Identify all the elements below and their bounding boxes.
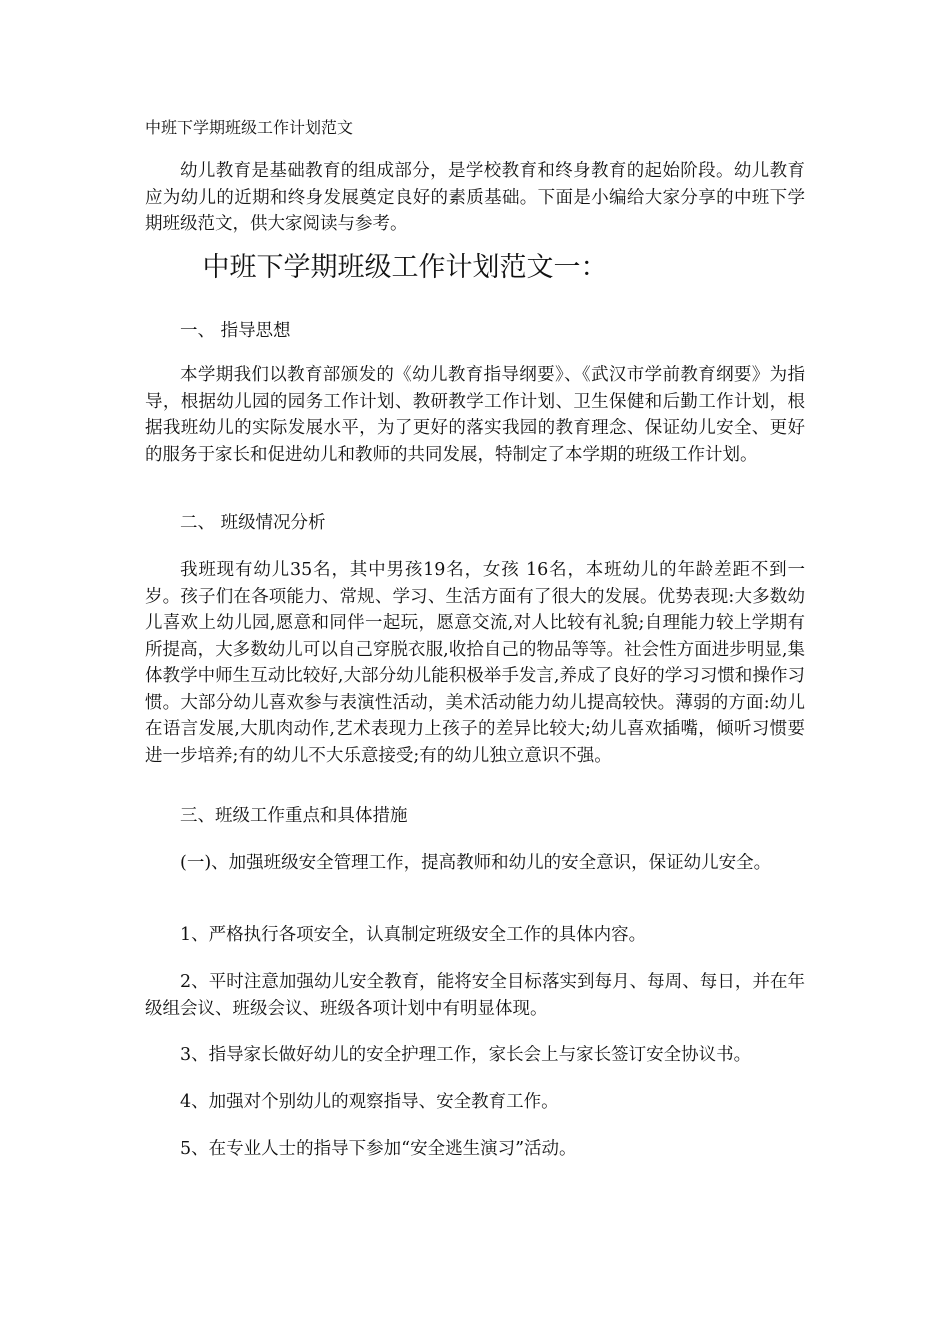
list-item-5: 5、在专业人士的指导下参加“安全逃生演习”活动。 [180,1139,577,1159]
list-item-1: 1、严格执行各项安全，认真制定班级安全工作的具体内容。 [180,925,647,945]
list-item-4: 4、加强对个别幼儿的观察指导、安全教育工作。 [180,1092,559,1112]
intro-paragraph: 幼儿教育是基础教育的组成部分，是学校教育和终身教育的起始阶段。幼儿教育应为幼儿的近期和终身发展奠定良好的素质基础。下面是小编给大家分享的中班下学期班级范文，供大家阅读与参考。 [145,161,805,234]
list-item-2: 2、平时注意加强幼儿安全教育，能将安全目标落实到每月、每周、每日，并在年级组会议、班级会议、班级各项计划中有明显体现。 [145,972,805,1019]
section-title: 中班下学期班级工作计划范文一： [202,252,608,283]
document-title: 中班下学期班级工作计划范文 [145,118,354,137]
heading-guiding-thought: 一、 指导思想 [180,321,291,341]
paragraph-class-analysis: 我班现有幼儿35名，其中男孩19名，女孩 16名，本班幼儿的年龄差距不到一岁。孩子们在各项能力、常规、学习、生活方面有了很大的发展。优势表现:大多数幼儿喜欢上幼儿园,愿意和同伴一起玩，愿意交流,对人比较有礼貌;自理能力较上学期有所提高，大多数幼儿可以自己穿脱衣服,收拾自己的物品等等。社会性方面进步明显,集体教学中师生互动比较好,大部分幼儿能积极举手发言,养成了良好的学习习惯和操作习惯。大部分幼儿喜欢参与表演性活动，美术活动能力幼儿提高较快。薄弱的方面:幼儿在语言发展,大肌肉动作,艺术表现力上孩子的差异比较大;幼儿喜欢插嘴，倾听习惯要进一步培养;有的幼儿不大乐意接受;有的幼儿独立意识不强。 [145,560,805,766]
heading-class-analysis: 二、 班级情况分析 [180,513,326,533]
list-item-3: 3、指导家长做好幼儿的安全护理工作，家长会上与家长签订安全协议书。 [180,1045,752,1065]
heading-work-focus: 三、班级工作重点和具体措施 [180,806,408,826]
paragraph-safety-management: (一)、加强班级安全管理工作，提高教师和幼儿的安全意识，保证幼儿安全。 [180,853,772,873]
paragraph-guiding-thought: 本学期我们以教育部颁发的《幼儿教育指导纲要》、《武汉市学前教育纲要》为指导，根据幼儿园的园务工作计划、教研教学工作计划、卫生保健和后勤工作计划，根据我班幼儿的实际发展水平，为了更好的落实我园的教育理念、保证幼儿安全、更好的服务于家长和促进幼儿和教师的共同发展，特制定了本学期的班级工作计划。 [145,365,805,465]
